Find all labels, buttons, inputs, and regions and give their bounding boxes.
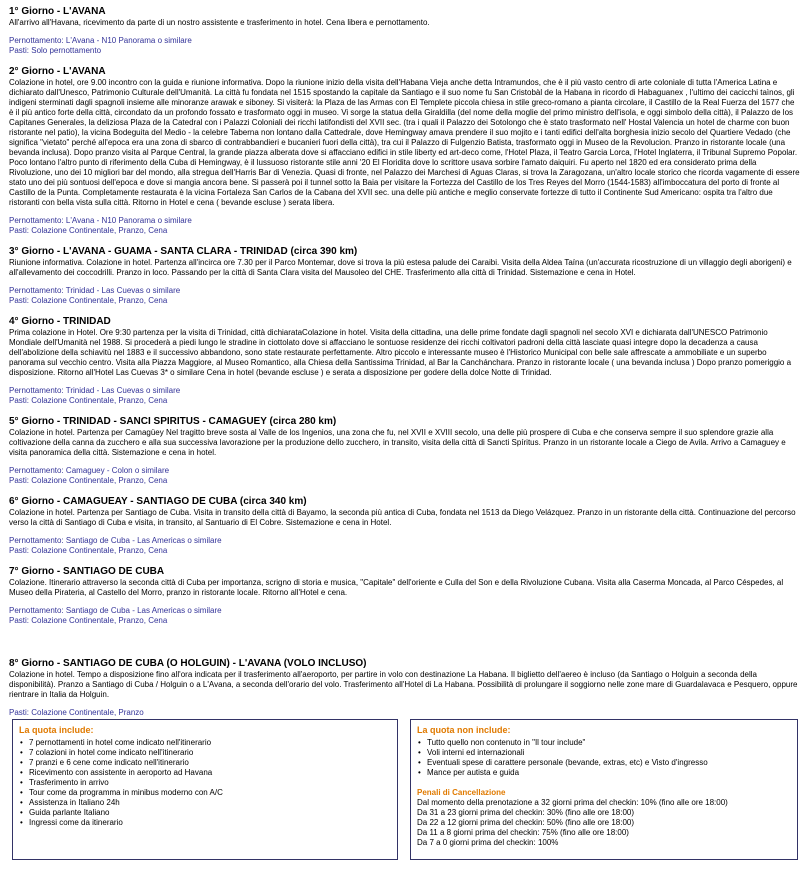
list-item: • Trasferimento in arrivo xyxy=(29,778,391,788)
day-meta xyxy=(9,386,801,406)
list-item: • Ricevimento con assistente in aeroporto ad Havana xyxy=(29,768,391,778)
list-item: • Voli interni ed internazionali xyxy=(427,748,791,758)
pricing-boxes xyxy=(12,719,798,860)
included-list xyxy=(19,738,391,828)
meals-info: Pasti: Colazione Continentale, Pranzo, Cena xyxy=(9,296,168,305)
day-meta xyxy=(9,606,801,626)
day-description: Riunione informativa. Colazione in hotel. Partenza all'incirca ore 7.30 per il Parco Montemar, dove si trova la più estesa palude dei Caraibi. Visita della Aldea Taína (un'accurata ricostruzione di un villaggio degli aborigeni) e all'allevamento dei coccodrilli. Pranzo in loco. Passando per la città di Santa Clara visita del Mausoleo del CHE. Trasferimento alla città di Trinidad. Sistemazione e cena in Hotel. xyxy=(9,258,792,277)
list-item: • Tour come da programma in minibus moderno con A/C xyxy=(29,788,391,798)
day-meta xyxy=(9,708,801,718)
day-meta xyxy=(9,36,801,56)
list-item: • Ingressi come da itinerario xyxy=(29,818,391,828)
day-description: Colazione. Itinerario attraverso la seconda città di Cuba per importanza, scrigno di storia e musica, "Capitale" dell'oriente e Culla del Son e della Rivoluzione Cubana. Visita alla Caserma Moncada, al Parco Céspedes, al Museo della Pirateria, al Castello del Morro, pranzo in ristorante locale. Ritorno all'Hotel e cena. xyxy=(9,578,784,597)
day-meta xyxy=(9,216,801,236)
penalty-row: Da 7 a 0 giorni prima del checkin: 100% xyxy=(417,838,559,847)
excluded-title: La quota non include: xyxy=(417,725,511,735)
included-box xyxy=(12,719,398,860)
overnight-info: Pernottamento: Trinidad - Las Cuevas o similare xyxy=(9,386,181,395)
list-item: • Eventuali spese di carattere personale (bevande, extras, etc) e Visto d'ingresso xyxy=(427,758,791,768)
overnight-info: Pernottamento: Camaguey - Colon o similare xyxy=(9,466,170,475)
day-description: Colazione in hotel, ore 9.00 incontro con la guida e riunione informativa. Dopo la riunione inizio della visita dell'Habana Vieja anche detta Intramundos, che è il più vasto centro di arte coloniale di tutta l'America Latina e dichiarato dall'Unesco, Patrimonio Culturale dell'Umanità. La città fu fondata nel 1515 spostando la capitale da Santiago e il suo nome fu San Cristobàl de la Habana in ricordo di Habaguanex , l'ultimo dei cacicchi taìnos, gli indigeni sterminati dagli spagnoli insieme alle minoranze arawak e siboney. Si visiterà: la Plaza de las Armas con El Templete piccola chiesa in stile greco-romano a pianta circolare, il Castillo de la Real Fuerza del 1577 che è il più antico forte della città, circondato da un profondo fossato e trasformato oggi in museo. Vi sorge la statua della Giraldilla (del nome della moglie del primo ministro dell'isola, e oggi simbolo della città), il Palazzo de los Capitanes Generales, la deliziosa Plaza de la Catedral con i Palazzi Coloniali dei ricchi latifondisti del XVII sec. (tra i quali il Palazzo dei Sotolongo che è stato trasformato nell' Hostal Valencia un hotel de charme con buon ristorante nel patio), la vicina Bodeguita del Medio - la celebre Taberna non lontano dalla Cattedrale, dove Hemingway amava prendere il suo mojito e i tanti edifici dell'alta borghesia inizio secolo del Quartiere Vedado (che significa "vietato" perché all'epoca era una zona di sbarco di contrabbandieri e bucanieri fuori della città), tra cui il Palazzo di Fulgenzio Batista, trasformato oggi in Museo de la Revolucion. Pranzo in ristorante locale (una bevanda inclusa). Dopo pranzo visita al Parque Central, la grande piazza alberata dove si affacciano edifici in stile liberty ed art-deco come, l'Hotel Plaza, il Teatro Garcia Lorca, l'Hotel Inglaterra, il Tribunal Supremo Popolar. Poco lontano l'altro punto di riferimento della Cuba di Hemingway, è il lussuoso ristorante stile anni '20 El Floridita dove lo scrittore usava sorbire l'amato daiquiri. Fu aperto nel 1820 ed era considerato prima della Rivoluzione, uno dei 10 migliori bar del mondo, alla stregua dell'Harris Bar di Venezia. Quasi di fronte, nel Palazzo dei Marchesi di Aguas Claras, si trova la Zaragozana, un'altro locale storico che ricorda vagamente di essere stato uno dei più sontuosi dell'epoca e dove si mangia ancora bene. Si passerà poi il tunnel sotto la Baia per visitare la Fortezza del Castillo de los Tres Reyes del Morro (1544-1583) all'imboccatura del porto di fronte al Castillo de la Punta. Completamente restaurata è la vicina Fortaleza San Carlos de la Cabana del XVII sec. una delle più antiche e meglio conservate fortezze di tutto il Continente Sud Americano: ospita tra l'altro due ristoranti con bella vista sulla città. Ritorno in Hotel e cena ( bevande escluse ) serata libera. xyxy=(9,78,800,207)
day-title: 6° Giorno - CAMAGUEAY - SANTIAGO DE CUBA (circa 340 km) xyxy=(9,496,307,507)
penalties-title: Penali di Cancellazione xyxy=(417,788,506,797)
overnight-info: Pernottamento: L'Avana - N10 Panorama o similare xyxy=(9,36,192,45)
meals-info: Pasti: Colazione Continentale, Pranzo, Cena xyxy=(9,546,168,555)
meals-info: Pasti: Solo pernottamento xyxy=(9,46,102,55)
penalties-list xyxy=(417,798,791,848)
day-title: 5° Giorno - TRINIDAD - SANCI SPIRITUS - CAMAGUEY (circa 280 km) xyxy=(9,416,337,427)
list-item: • Tutto quello non contenuto in "Il tour include" xyxy=(427,738,791,748)
day-5 xyxy=(9,416,801,486)
list-item: • 7 colazioni in hotel come indicato nell'itinerario xyxy=(29,748,391,758)
day-3 xyxy=(9,246,801,306)
day-title: 7° Giorno - SANTIAGO DE CUBA xyxy=(9,566,165,577)
penalty-row: Dal momento della prenotazione a 32 giorni prima del checkin: 10% (fino alle ore 18:00) xyxy=(417,798,728,807)
included-title: La quota include: xyxy=(19,725,94,735)
day-description: Colazione in hotel. Partenza per Camagüey Nel tragitto breve sosta al Valle de los Ingenios, una zona che fu, nel XVII e XVIII secolo, una delle più prospere di Cuba e che conserva sempre il suo splendore grazie alla coltivazione della canna da zucchero e alla sua successiva lavorazione per la produzione dello zucchero, in transito, visita della città di Sancti Spíritus. Pranzo in un ristorante locale a Ciego de Avila. Arrivo a Camaguey e visita panoramica della città. Sistemazione e cena in hotel. xyxy=(9,428,786,457)
list-item: • 7 pernottamenti in hotel come indicato nell'itinerario xyxy=(29,738,391,748)
day-title: 4° Giorno - TRINIDAD xyxy=(9,316,111,327)
day-8 xyxy=(9,658,801,718)
day-description: Colazione in hotel. Tempo a disposizione fino all'ora indicata per il trasferimento all'aeroporto, per partire in volo con destinazione La Habana. Il biglietto dell'aereo è incluso (da Santiago o Holguin a seconda della disponibilità). Pranzo a Santiago di Cuba / Holguin o a L'Avana, a seconda dell'orario del volo. Trasferimento all'Hotel di La Habana. Possibilità di prolungare il soggiorno nelle zone mare di Guardalavaca e Pesquero, oppure rientrare in Italia da Holguin. xyxy=(9,670,798,699)
day-meta xyxy=(9,536,801,556)
list-item: • Mance per autista e guida xyxy=(427,768,791,778)
overnight-info: Pernottamento: L'Avana - N10 Panorama o similare xyxy=(9,216,192,225)
meals-info: Pasti: Colazione Continentale, Pranzo, Cena xyxy=(9,476,168,485)
excluded-list xyxy=(417,738,791,778)
meals-info: Pasti: Colazione Continentale, Pranzo xyxy=(9,708,144,717)
day-1 xyxy=(9,6,801,56)
excluded-box xyxy=(410,719,798,860)
day-title: 3° Giorno - L'AVANA - GUAMA - SANTA CLARA - TRINIDAD (circa 390 km) xyxy=(9,246,358,257)
day-description: All'arrivo all'Havana, ricevimento da parte di un nostro assistente e trasferimento in hotel. Cena libera e pernottamento. xyxy=(9,18,430,27)
day-meta xyxy=(9,286,801,306)
day-2 xyxy=(9,66,801,236)
day-6 xyxy=(9,496,801,556)
meals-info: Pasti: Colazione Continentale, Pranzo, Cena xyxy=(9,396,168,405)
day-title: 2° Giorno - L'AVANA xyxy=(9,66,106,77)
overnight-info: Pernottamento: Trinidad - Las Cuevas o similare xyxy=(9,286,181,295)
penalty-row: Da 22 a 12 giorni prima del checkin: 50% (fino alle ore 18:00) xyxy=(417,818,635,827)
list-item: • Guida parlante Italiano xyxy=(29,808,391,818)
penalty-row: Da 31 a 23 giorni prima del checkin: 30% (fino alle ore 18:00) xyxy=(417,808,635,817)
list-item: • Assistenza in Italiano 24h xyxy=(29,798,391,808)
meals-info: Pasti: Colazione Continentale, Pranzo, Cena xyxy=(9,616,168,625)
list-item: • 7 pranzi e 6 cene come indicato nell'itinerario xyxy=(29,758,391,768)
day-description: Prima colazione in Hotel. Ore 9:30 partenza per la visita di Trinidad, città dichiarataColazione in hotel. Visita della cittadina, una delle prime fondate dagli spagnoli nel secolo XVI e dichiarata dall'UNESCO Patrimonio Mondiale dell'Umanità nel 1988. Si procederà a piedi lungo le stradine in ciottolato dove si affacciano le sontuose residenze dei ricchi coltivatori padroni della città lasciate quasi integre dopo la decadenza a causa dell'abolizione della schiavitù nel 1883 e il successivo abbandono, sono state restaurate perfettamente. Altro piccolo e interessante museo è l'Historico Municipal con belle sale affrescate a ammobiliate e un superbo panorama sul vecchio centro. Visita alla Piazza Maggiore, al Museo Romantico, alla Chiesa della Santissima Trinidad, al Bar la Canchánchara. Pranzo in ristorante locale ( una bevanda inclusa ) Dopo pranzo pomeriggio a disposizione. Ritorno all'Hotel Las Cuevas 3* o similare Cena in hotel (bevande escluse ) e serata a disposizione per godere della dolce Notte di Trinidad. xyxy=(9,328,792,377)
penalty-row: Da 11 a 8 giorni prima del checkin: 75% (fino alle ore 18:00) xyxy=(417,828,629,837)
day-meta xyxy=(9,466,801,486)
overnight-info: Pernottamento: Santiago de Cuba - Las Americas o similare xyxy=(9,606,222,615)
day-title: 8° Giorno - SANTIAGO DE CUBA (O HOLGUIN) - L'AVANA (VOLO INCLUSO) xyxy=(9,658,367,669)
spacer xyxy=(9,636,801,658)
overnight-info: Pernottamento: Santiago de Cuba - Las Americas o similare xyxy=(9,536,222,545)
meals-info: Pasti: Colazione Continentale, Pranzo, Cena xyxy=(9,226,168,235)
day-4 xyxy=(9,316,801,406)
day-7 xyxy=(9,566,801,626)
day-title: 1° Giorno - L'AVANA xyxy=(9,6,106,17)
day-description: Colazione in hotel. Partenza per Santiago de Cuba. Visita in transito della città di Bayamo, la seconda più antica di Cuba, fondata nel 1513 da Diego Velázquez. Pranzo in un ristorante della città. Continuazione del percorso verso la città di Santiago di Cuba e visita, in transito, al Santuario di El Cobre. Sistemazione e cena in Hotel. xyxy=(9,508,796,527)
